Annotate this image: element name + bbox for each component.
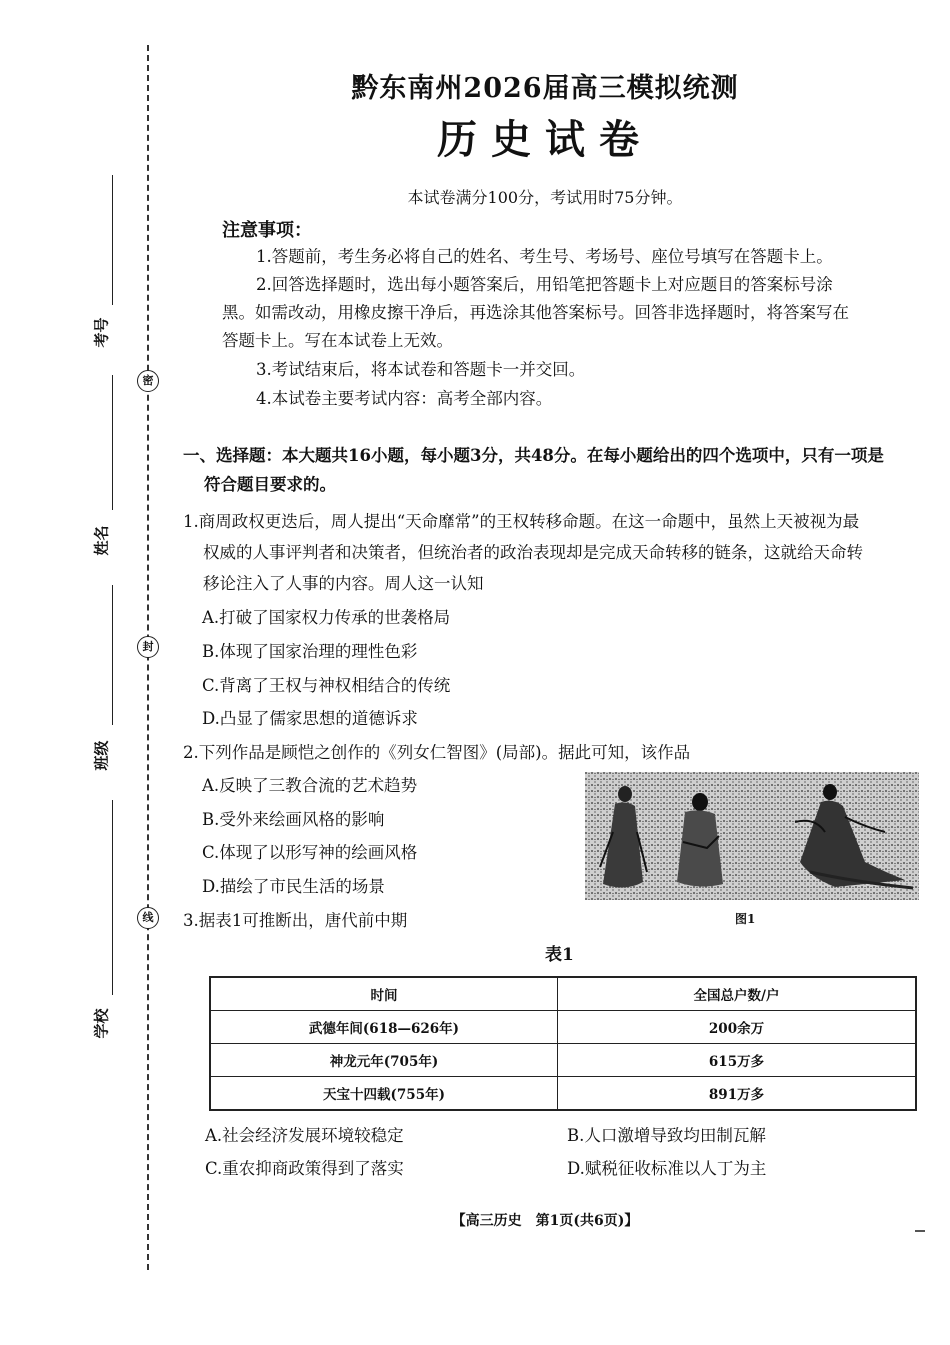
table-row bbox=[210, 1044, 916, 1077]
school-line bbox=[112, 800, 113, 995]
question-1-line3: 移论注入了人事的内容。周人这一认知 bbox=[203, 574, 484, 593]
q1-option-a: A.打破了国家权力传承的世袭格局 bbox=[202, 608, 451, 627]
q3-option-b: B.人口激增导致均田制瓦解 bbox=[567, 1126, 766, 1145]
notice-item-2-cont: 黑。如需改动，用橡皮擦干净后，再选涂其他答案标号。回答非选择题时，将答案写在 bbox=[222, 303, 849, 322]
corner-mark bbox=[915, 1230, 925, 1232]
table-cell-time: 天宝十四载(755年) bbox=[210, 1077, 558, 1111]
name-line bbox=[112, 375, 113, 510]
table-caption: 表1 bbox=[545, 945, 574, 965]
table-header-time: 时间 bbox=[210, 977, 558, 1011]
notice-item-1: 1.答题前，考生务必将自己的姓名、考生号、考场号、座位号填写在答题卡上。 bbox=[256, 247, 833, 266]
painting-figure bbox=[585, 772, 919, 900]
question-1-line2: 权威的人事评判者和决策者，但统治者的政治表现却是完成天命转移的链条，这就给天命转 bbox=[203, 543, 863, 562]
q2-option-d: D.描绘了市民生活的场景 bbox=[202, 877, 385, 896]
table-cell-households: 615万多 bbox=[558, 1044, 917, 1077]
exam-number-line bbox=[112, 175, 113, 305]
q3-option-c: C.重农抑商政策得到了落实 bbox=[205, 1159, 404, 1178]
section-heading-line1: 一、选择题：本大题共16小题，每小题3分，共48分。在每小题给出的四个选项中，只有一项是 bbox=[183, 446, 884, 465]
q3-option-a: A.社会经济发展环境较稳定 bbox=[205, 1126, 404, 1145]
notice-item-3: 3.考试结束后，将本试卷和答题卡一并交回。 bbox=[256, 360, 586, 379]
question-1 bbox=[183, 506, 918, 599]
q2-option-b: B.受外来绘画风格的影响 bbox=[202, 810, 385, 829]
question-1-line1: 1.商周政权更迭后，周人提出“天命靡常”的王权转移命题。在这一命题中，虽然上天被视为最 bbox=[183, 512, 860, 531]
seal-xian: 线 bbox=[137, 907, 159, 929]
table-cell-households: 200余万 bbox=[558, 1011, 917, 1044]
section-heading bbox=[183, 441, 921, 499]
notice-item-2: 2.回答选择题时，选出每小题答案后，用铅笔把答题卡上对应题目的答案标号涂 bbox=[256, 275, 833, 294]
exam-title: 黔东南州2026届高三模拟统测 bbox=[351, 73, 739, 104]
q2-option-c: C.体现了以形写神的绘画风格 bbox=[202, 843, 418, 862]
q2-option-a: A.反映了三教合流的艺术趋势 bbox=[202, 776, 418, 795]
table-row bbox=[210, 1011, 916, 1044]
question-3: 3.据表1可推断出，唐代前中期 bbox=[183, 911, 408, 930]
q1-option-b: B.体现了国家治理的理性色彩 bbox=[202, 642, 418, 661]
households-table bbox=[209, 976, 917, 1111]
class-label: 班级 bbox=[92, 740, 111, 771]
class-line bbox=[112, 585, 113, 725]
notice-heading: 注意事项： bbox=[222, 220, 312, 241]
notice-item-2-end: 答题卡上。写在本试卷上无效。 bbox=[222, 331, 453, 350]
q1-option-c: C.背离了王权与神权相结合的传统 bbox=[202, 676, 451, 695]
school-label: 学校 bbox=[92, 1008, 111, 1039]
table-cell-households: 891万多 bbox=[558, 1077, 917, 1111]
seal-feng: 封 bbox=[137, 636, 159, 658]
question-2: 2.下列作品是顾恺之创作的《列女仁智图》(局部)。据此可知，该作品 bbox=[183, 743, 691, 762]
seal-mi: 密 bbox=[137, 370, 159, 392]
notice-item-4: 4.本试卷主要考试内容：高考全部内容。 bbox=[256, 389, 553, 408]
figure-caption: 图1 bbox=[735, 912, 756, 926]
score-info: 本试卷满分100分，考试用时75分钟。 bbox=[407, 188, 683, 207]
section-heading-line2: 符合题目要求的。 bbox=[204, 475, 336, 494]
subject-title: 历史试卷 bbox=[437, 116, 653, 163]
q1-option-d: D.凸显了儒家思想的道德诉求 bbox=[202, 709, 418, 728]
name-label: 姓名 bbox=[92, 525, 111, 556]
table-row bbox=[210, 1077, 916, 1111]
exam-number-label: 考号 bbox=[92, 317, 111, 348]
table-header-row bbox=[210, 977, 916, 1011]
table-header-households: 全国总户数/户 bbox=[558, 977, 917, 1011]
q3-option-d: D.赋税征收标准以人丁为主 bbox=[567, 1159, 767, 1178]
table-cell-time: 神龙元年(705年) bbox=[210, 1044, 558, 1077]
table-cell-time: 武德年间(618—626年) bbox=[210, 1011, 558, 1044]
page-footer: 【高三历史 第1页(共6页)】 bbox=[451, 1213, 639, 1229]
